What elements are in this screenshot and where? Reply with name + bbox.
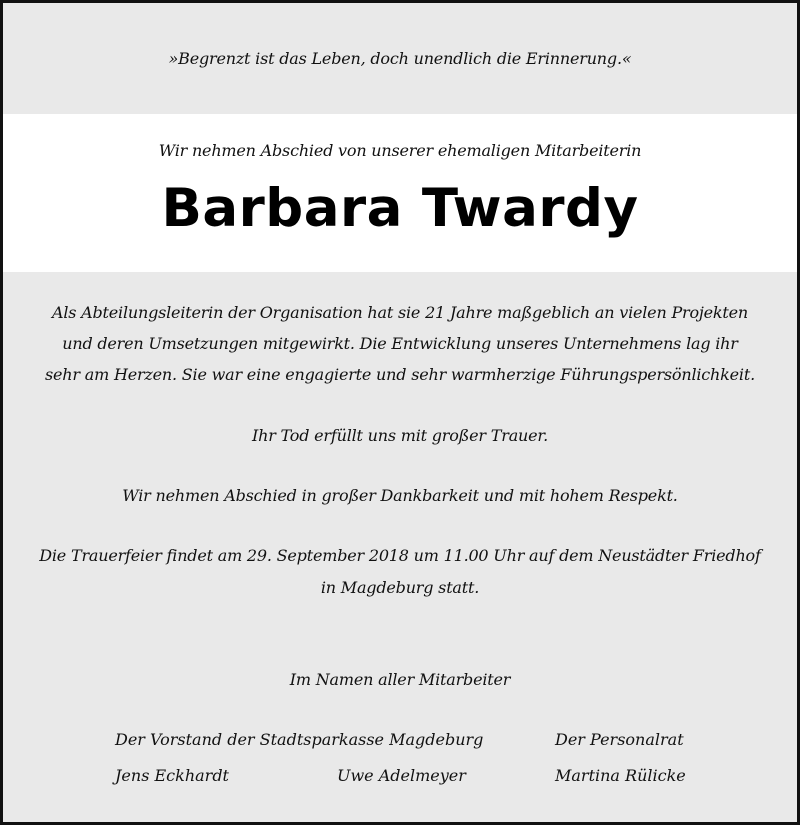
body-paragraph-3: Wir nehmen Abschied in großer Dankbarkeit und mit hohem Respekt.: [122, 486, 678, 505]
body-paragraph-4-line-1: Die Trauerfeier findet am 29. September 2018 um 11.00 Uhr auf dem Neustädter Friedhof: [39, 546, 761, 565]
deceased-name: Barbara Twardy: [161, 178, 639, 239]
on-behalf-text: Im Namen aller Mitarbeiter: [289, 670, 511, 689]
body-section: [3, 272, 797, 822]
signatory-3: Martina Rülicke: [555, 766, 686, 785]
staff-council-signature: Der Personalrat: [555, 730, 684, 749]
quote-text: »Begrenzt ist das Leben, doch unendlich die Erinnerung.«: [168, 49, 632, 68]
body-paragraph-1-line-1: Als Abteilungsleiterin der Organisation hat sie 21 Jahre maßgeblich an vielen Projekten: [51, 303, 749, 322]
board-signature: Der Vorstand der Stadtsparkasse Magdeburg: [115, 730, 484, 749]
signatory-1: Jens Eckhardt: [115, 766, 229, 785]
signatory-2: Uwe Adelmeyer: [337, 766, 466, 785]
intro-text: Wir nehmen Abschied von unserer ehemaligen Mitarbeiterin: [158, 141, 642, 160]
name-section: [3, 114, 797, 272]
body-paragraph-2: Ihr Tod erfüllt uns mit großer Trauer.: [252, 426, 548, 445]
quote-section: [3, 3, 797, 114]
body-paragraph-1-line-3: sehr am Herzen. Sie war eine engagierte und sehr warmherzige Führungspersönlichkeit.: [45, 365, 755, 384]
body-paragraph-1-line-2: und deren Umsetzungen mitgewirkt. Die Entwicklung unseres Unternehmens lag ihr: [62, 334, 738, 353]
body-paragraph-4-line-2: in Magdeburg statt.: [320, 578, 480, 597]
